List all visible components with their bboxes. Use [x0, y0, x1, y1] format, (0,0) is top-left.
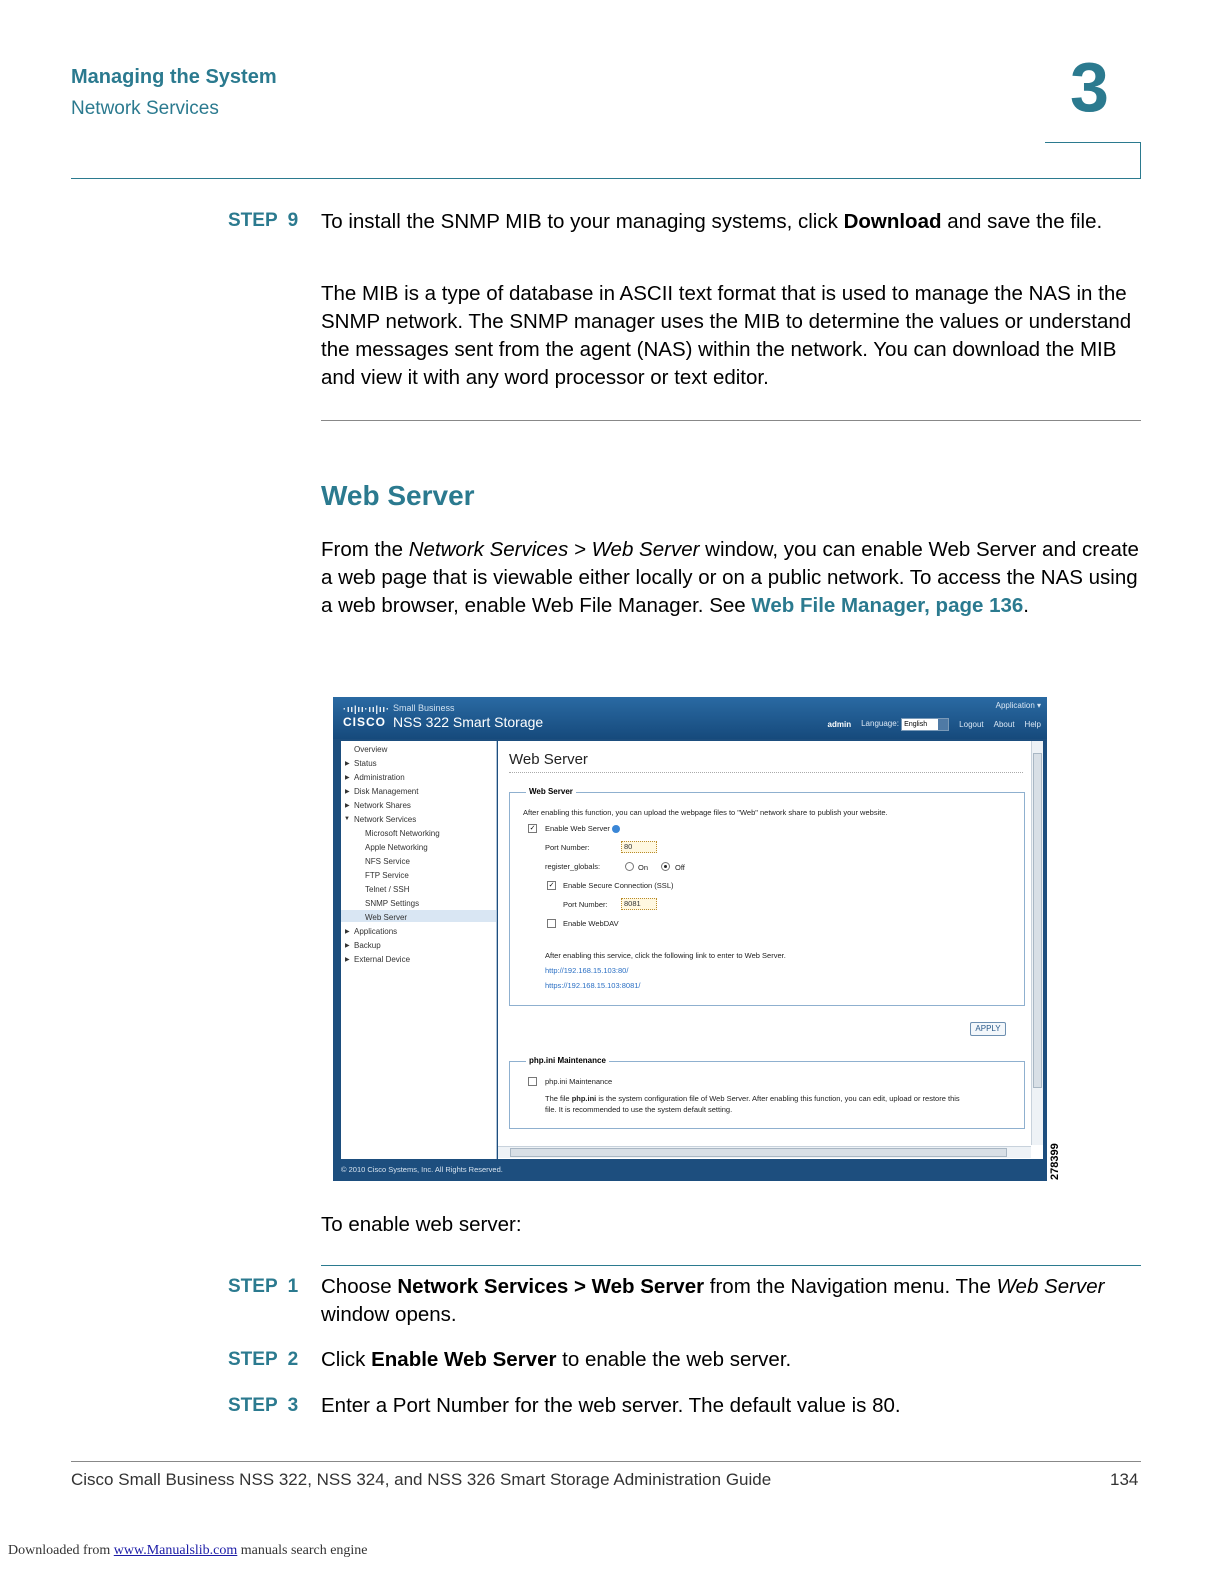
php-ini-note-line-1: The file php.ini is the system configuration file of Web Server. After enabling this function, you can edit, upload or restore this [545, 1094, 960, 1103]
chapter-tab-box [1045, 142, 1141, 179]
nav-external-device[interactable]: ▶ External Device [354, 955, 410, 964]
vertical-scrollbar[interactable] [1031, 741, 1043, 1145]
language-select[interactable]: English [901, 718, 949, 731]
enable-intro: To enable web server: [321, 1213, 522, 1236]
nav-overview[interactable]: Overview [354, 745, 388, 754]
nav-network-shares[interactable]: ▶ Network Shares [354, 801, 411, 810]
page-title: Web Server [509, 751, 588, 768]
step-9-label: STEP 9 [228, 210, 299, 231]
chapter-title: Managing the System [71, 66, 277, 88]
register-globals-on-radio[interactable] [625, 862, 634, 871]
enable-ssl-checkbox[interactable]: ✓ [548, 882, 555, 889]
top-links [828, 718, 1041, 731]
step-rule [321, 420, 1141, 421]
chapter-number: 3 [1070, 48, 1109, 126]
nav-telnet-ssh[interactable]: Telnet / SSH [365, 885, 410, 894]
nav-ftp-service[interactable]: FTP Service [365, 871, 409, 880]
enable-webdav-label: Enable WebDAV [563, 919, 619, 928]
web-server-fieldset [509, 787, 1025, 1006]
php-ini-checkbox[interactable] [528, 1077, 537, 1086]
app-header [333, 697, 1047, 739]
nav-network-services[interactable]: ▼ Network Services [354, 815, 416, 824]
register-globals-on-label: On [638, 863, 649, 872]
step-3-text: Enter a Port Number for the web server. The default value is 80. [321, 1394, 901, 1417]
steps-rule [321, 1265, 1141, 1266]
header-rule [71, 178, 1141, 179]
small-business-label: Small Business [393, 703, 455, 713]
nav-microsoft-networking[interactable]: Microsoft Networking [365, 829, 440, 838]
php-ini-fieldset [509, 1056, 1025, 1129]
php-ini-note-line-2: file. It is recommended to use the system default setting. [545, 1105, 733, 1114]
section-subtitle: Network Services [71, 98, 219, 119]
nav-administration[interactable]: ▶ Administration [354, 773, 405, 782]
about-link[interactable]: About [993, 720, 1015, 729]
navigation-menu [341, 741, 497, 1159]
enable-ssl-label: Enable Secure Connection (SSL) [563, 881, 674, 890]
cisco-logo-word: CISCO [343, 715, 387, 729]
ssl-port-number-input[interactable]: 8081 [621, 898, 657, 910]
step-3-label: STEP 3 [228, 1395, 299, 1416]
ssl-port-number-label: Port Number: [563, 900, 608, 909]
web-server-note: After enabling this function, you can upload the webpage files to "Web" network share to publish your website. [523, 808, 888, 817]
step-2-label: STEP 2 [228, 1349, 299, 1370]
main-panel [498, 741, 1043, 1159]
link-note: After enabling this service, click the following link to enter to Web Server. [545, 951, 786, 960]
product-name: NSS 322 Smart Storage [393, 714, 544, 730]
step-9-text: To install the SNMP MIB to your managing systems, click Download and save the file. [321, 210, 1103, 233]
figure-id: 278399 [1049, 1143, 1061, 1180]
application-menu[interactable]: Application ▾ [995, 701, 1041, 710]
enable-web-server-label: Enable Web Server [545, 824, 620, 833]
web-server-legend: Web Server [526, 787, 576, 796]
nav-apple-networking[interactable]: Apple Networking [365, 843, 428, 852]
https-link[interactable]: https://192.168.15.103:8081/ [545, 981, 641, 990]
nav-backup[interactable]: ▶ Backup [354, 941, 381, 950]
download-note: Downloaded from www.Manualslib.com manuals search engine [8, 1543, 368, 1558]
footer-title: Cisco Small Business NSS 322, NSS 324, and NSS 326 Smart Storage Administration Guide [71, 1470, 772, 1489]
language-label: Language: English [861, 718, 949, 731]
footer-rule [71, 1461, 1141, 1462]
php-ini-legend: php.ini Maintenance [526, 1056, 609, 1065]
section-intro: From the Network Services > Web Server window, you can enable Web Server and create a web page that is viewable either locally or on a public network. To access the NAS using a web browser, enable Web File Manager. See Web File Manager, page 136. [321, 538, 1139, 617]
apply-button[interactable]: APPLY [970, 1022, 1006, 1036]
manualslib-link[interactable]: www.Manualslib.com [113, 1543, 238, 1558]
vertical-scroll-thumb[interactable] [1033, 753, 1042, 1088]
port-number-label: Port Number: [545, 843, 590, 852]
nav-status[interactable]: ▶ Status [354, 759, 377, 768]
nav-disk-management[interactable]: ▶ Disk Management [354, 787, 418, 796]
step-1-label: STEP 1 [228, 1276, 299, 1297]
nav-web-server[interactable]: Web Server [365, 913, 408, 922]
http-link[interactable]: http://192.168.15.103:80/ [545, 966, 629, 975]
horizontal-scrollbar[interactable] [498, 1146, 1031, 1158]
register-globals-off-radio[interactable] [661, 862, 670, 871]
horizontal-scroll-thumb[interactable] [510, 1148, 1007, 1157]
nav-nfs-service[interactable]: NFS Service [365, 857, 410, 866]
step-1-text: Choose Network Services > Web Server from the Navigation menu. The Web Server window opens. [321, 1275, 1105, 1326]
enable-web-server-checkbox[interactable]: ✓ [529, 825, 536, 832]
enable-webdav-checkbox[interactable] [547, 919, 556, 928]
register-globals-off-label: Off [675, 863, 685, 872]
page-number: 134 [1110, 1470, 1139, 1489]
nav-applications[interactable]: ▶ Applications [354, 927, 397, 936]
help-link[interactable]: Help [1024, 720, 1041, 729]
nav-snmp-settings[interactable]: SNMP Settings [365, 899, 420, 908]
web-file-manager-link[interactable]: Web File Manager, page 136 [751, 594, 1024, 617]
port-number-input[interactable]: 80 [621, 841, 657, 853]
copyright: © 2010 Cisco Systems, Inc. All Rights Reserved. [341, 1165, 503, 1174]
info-icon [612, 825, 620, 833]
php-ini-checkbox-label: php.ini Maintenance [545, 1077, 613, 1086]
section-title: Web Server [321, 480, 475, 511]
mib-paragraph: The MIB is a type of database in ASCII text format that is used to manage the NAS in the SNMP network. The SNMP manager uses the MIB to determine the values or understand the messages sent from the agent (NAS) within the network. You can download the MIB and view it with any word processor or text editor. [321, 282, 1132, 389]
web-server-screenshot [333, 697, 1047, 1181]
admin-user: admin [827, 720, 852, 729]
title-rule [509, 772, 1023, 773]
logout-link[interactable]: Logout [959, 720, 984, 729]
cisco-logo-bars: ·ıı|ıı·ıı|ıı· [343, 704, 391, 714]
step-2-text: Click Enable Web Server to enable the web server. [321, 1348, 792, 1371]
register-globals-label: register_globals: [545, 862, 601, 871]
